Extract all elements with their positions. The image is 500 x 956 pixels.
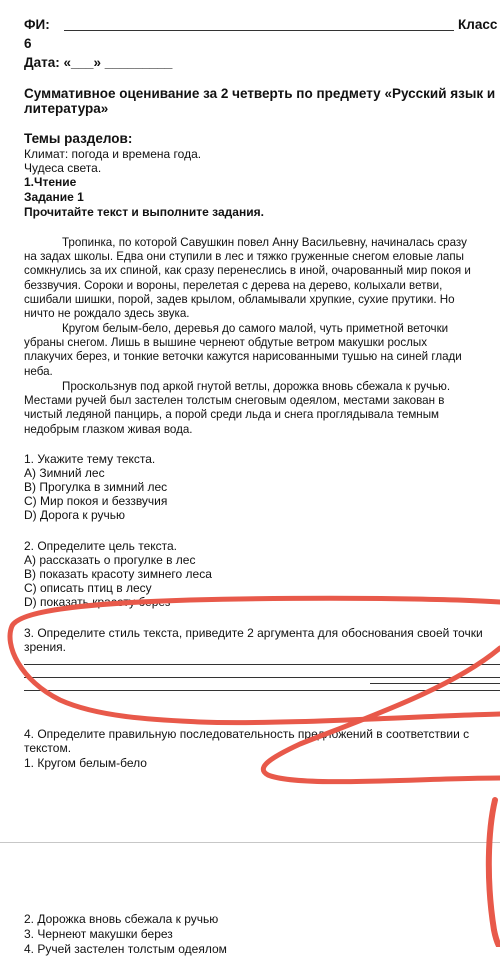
p3-line: Проскользнув под аркой гнутой ветлы, дорожка вновь сбежала к ручью. <box>62 380 451 393</box>
p2-line: неба. <box>24 364 53 378</box>
task-title: Задание 1 <box>24 190 84 204</box>
q1-option-a: A) Зимний лес <box>24 466 105 480</box>
answer-line <box>24 664 500 665</box>
q4-item-4: 4. Ручей застелен толстым одеялом <box>24 942 227 956</box>
p3-line: Местами ручей был застелен толстым снеговым одеялом, местами закован в <box>24 394 445 408</box>
arrow-stroke <box>263 648 500 782</box>
p2-line: плакучих берез, и тонкие веточки кажутся нарисованными тушью на синей глади <box>24 350 462 364</box>
q2-option-c: C) описать птиц в лесу <box>24 581 152 595</box>
p1-line: ничто не рождало здесь звука. <box>24 307 190 321</box>
p2-line: Кругом белым-бело, деревья до самого малой, чуть приметной веточки <box>62 322 449 335</box>
answer-line-short <box>370 683 500 684</box>
p3-line: чистый ледяной панцирь, а порой среди льда и снега проглядывала темным <box>24 408 439 422</box>
class-label: Класс <box>458 17 498 32</box>
section-title: 1.Чтение <box>24 175 77 189</box>
p1-line: сомкнулись за их спиной, как сразу перенеслись в иной, очарованный мир покоя и <box>24 264 471 278</box>
q2-option-b: B) показать красоту зимнего леса <box>24 567 212 581</box>
topic-item-1: Климат: погода и времена года. <box>24 147 202 161</box>
p1-line: беззвучия. Сороки и вороны, перелетая с дерева на дерево, колыхали ветви, <box>24 278 443 292</box>
p1-line: на задах школы. Едва они ступили в лес и тяжко груженные снегом еловые лапы <box>24 250 464 264</box>
q4-item-1: 1. Кругом белым-бело <box>24 756 147 770</box>
answer-line <box>24 677 500 678</box>
date-line: Дата: «___» _________ <box>24 55 173 70</box>
topics-label: Темы разделов: <box>24 131 133 146</box>
class-value: 6 <box>24 36 32 51</box>
q2-prompt: 2. Определите цель текста. <box>24 539 177 553</box>
page-gap <box>0 843 500 921</box>
answer-line <box>24 690 500 691</box>
q1-option-b: B) Прогулка в зимний лес <box>24 480 168 494</box>
q4-item-3: 3. Чернеют макушки берез <box>24 927 173 941</box>
topic-item-2: Чудеса света. <box>24 161 102 175</box>
q1-option-d: D) Дорога к ручью <box>24 508 126 522</box>
q1-prompt: 1. Укажите тему текста. <box>24 452 156 466</box>
q2-option-a: A) рассказать о прогулке в лес <box>24 553 196 567</box>
q1-option-c: C) Мир покоя и беззвучия <box>24 494 168 508</box>
assessment-title-line2: литература» <box>24 101 109 116</box>
p1-line: сшибали шишки, порой, задев крылом, обламывали хрупкие, сухие прутики. Но <box>24 292 455 306</box>
q4-prompt-line1: 4. Определите правильную последовательность предложений в соответствии с <box>24 727 470 741</box>
circle-stroke <box>10 598 500 722</box>
fi-label: ФИ: <box>24 17 50 32</box>
p2-line: убраны снегом. Лишь в вышине чернеют обдутые ветром макушки рослых <box>24 336 428 350</box>
fi-blank-line <box>64 30 454 31</box>
reading-paragraph-1 <box>24 236 500 321</box>
q3-prompt-line2: зрения. <box>24 640 67 654</box>
q2-option-d: D) показать красоту берез <box>24 595 171 609</box>
task-instruction: Прочитайте текст и выполните задания. <box>24 205 264 219</box>
p3-line: недобрым глазком живая вода. <box>24 422 193 436</box>
reading-paragraph-2 <box>24 322 500 379</box>
p1-line: Тропинка, по которой Савушкин повел Анну Васильевну, начиналась сразу <box>62 236 467 249</box>
q4-item-2: 2. Дорожка вновь сбежала к ручью <box>24 912 219 926</box>
q3-prompt-line1: 3. Определите стиль текста, приведите 2 аргумента для обоснования своей точки <box>24 626 483 640</box>
q4-prompt-line2: текстом. <box>24 741 72 755</box>
reading-paragraph-3 <box>24 380 500 437</box>
assessment-title-line1: Суммативное оценивание за 2 четверть по предмету «Русский язык и <box>24 86 496 101</box>
